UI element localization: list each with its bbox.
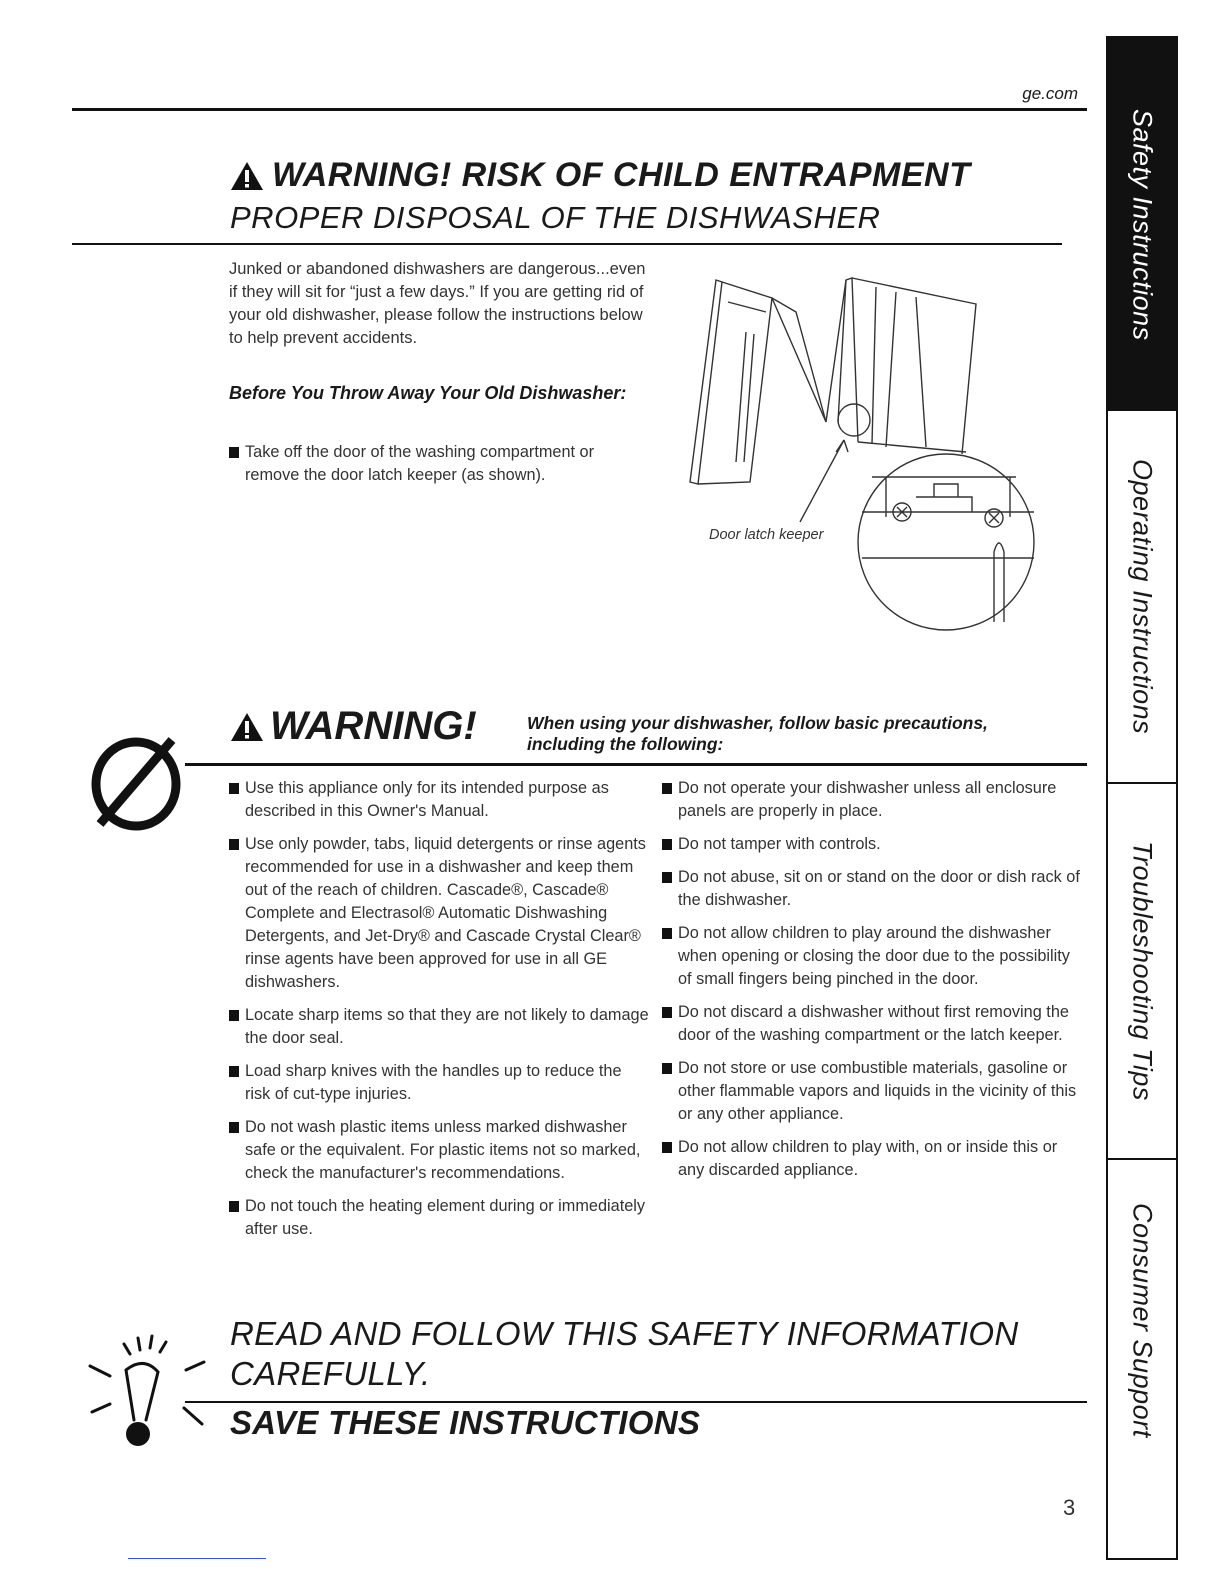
tab-safety-instructions[interactable] [1108, 38, 1176, 411]
list-item: Take off the door of the washing compartment or remove the door latch keeper (as shown). [229, 441, 649, 487]
section-subtitle: PROPER DISPOSAL OF THE DISHWASHER [230, 200, 881, 235]
footer-link-underline [128, 1558, 266, 1559]
figure-label: Door latch keeper [709, 527, 824, 543]
warning-triangle-icon [230, 161, 264, 191]
dishwasher-door-illustration [676, 272, 1076, 672]
list-item: Load sharp knives with the handles up to reduce the risk of cut-type injuries. [229, 1060, 649, 1106]
section-rule [72, 243, 1062, 245]
tab-consumer-support[interactable] [1108, 1160, 1176, 1480]
warning-heading [230, 704, 477, 749]
disposal-list [229, 441, 649, 497]
list-item: Use only powder, tabs, liquid detergents or rinse agents recommended for use in a dishwasher and keep them out of the reach of children. Cascade®, Cascade® Complete and Electrasol® Automatic Dishwashing Detergents, and Jet-Dry® and Cascade Crystal Clear® rinse agents have been approved for use in all GE dishwashers. [229, 833, 649, 994]
list-item: Do not operate your dishwasher unless all enclosure panels are properly in place. [662, 777, 1087, 823]
tab-label: Troubleshooting Tips [1127, 841, 1158, 1101]
list-item: Do not tamper with controls. [662, 833, 1087, 856]
tab-operating-instructions[interactable] [1108, 412, 1176, 782]
lightbulb-icon [86, 1330, 206, 1460]
list-item: Use this appliance only for its intended purpose as described in this Owner's Manual. [229, 777, 649, 823]
read-line-1: READ AND FOLLOW THIS SAFETY INFORMATION [230, 1315, 1019, 1352]
list-item: Do not touch the heating element during or immediately after use. [229, 1195, 649, 1241]
tab-label: Safety Instructions [1127, 108, 1158, 341]
list-item: Do not discard a dishwasher without first removing the door of the washing compartment or the latch keeper. [662, 1001, 1087, 1047]
section-title [230, 156, 970, 195]
list-item: Do not allow children to play around the dishwasher when opening or closing the door due to the possibility of small fingers being pinched in the door. [662, 922, 1087, 991]
tab-troubleshooting-tips[interactable] [1108, 784, 1176, 1158]
page-number: 3 [1063, 1495, 1076, 1520]
list-item: Do not wash plastic items unless marked dishwasher safe or the equivalent. For plastic items not so marked, check the manufacturer's recommendations. [229, 1116, 649, 1185]
section-title-text: WARNING! RISK OF CHILD ENTRAPMENT [272, 156, 971, 194]
site-url: ge.com [1022, 84, 1078, 103]
warning-heading-text: WARNING! [270, 704, 477, 748]
read-line-2: CAREFULLY. [230, 1355, 431, 1392]
tab-label: Consumer Support [1127, 1202, 1158, 1438]
intro-paragraph: Junked or abandoned dishwashers are dangerous...even if they will sit for “just a few days.” If you are getting rid of your old dishwasher, please follow the instructions below to help prevent accidents. [229, 260, 646, 347]
precautions-right-list [662, 777, 1087, 1192]
precautions-left-list [229, 777, 649, 1251]
before-heading: Before You Throw Away Your Old Dishwasher: [229, 383, 627, 403]
read-follow-text [230, 1314, 1019, 1394]
no-sign-icon [86, 728, 192, 834]
list-item: Locate sharp items so that they are not likely to damage the door seal. [229, 1004, 649, 1050]
footer-rule [185, 1401, 1087, 1403]
list-item: Do not abuse, sit on or stand on the door or dish rack of the dishwasher. [662, 866, 1087, 912]
list-item: Do not store or use combustible materials, gasoline or other flammable vapors and liquids in the vicinity of this or any other appliance. [662, 1057, 1087, 1126]
save-instructions: SAVE THESE INSTRUCTIONS [230, 1404, 701, 1441]
tab-label: Operating Instructions [1127, 459, 1158, 735]
warning-rule [185, 763, 1087, 766]
header-rule [72, 108, 1087, 111]
list-item: Do not allow children to play with, on or inside this or any discarded appliance. [662, 1136, 1087, 1182]
warning-triangle-icon [230, 712, 264, 742]
warning-lead: When using your dishwasher, follow basic precautions, including the following: [527, 713, 988, 754]
